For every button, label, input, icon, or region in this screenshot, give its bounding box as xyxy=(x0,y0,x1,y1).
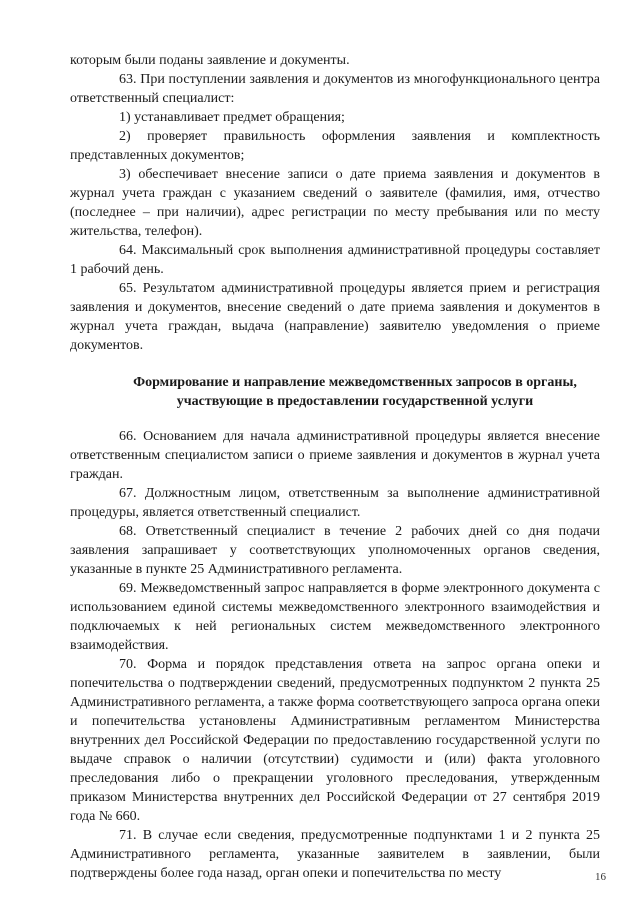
paragraph-70: 70. Форма и порядок представления ответа на запрос органа опеки и попечительства о подтверждении сведений, предусмотренных подпунктом 2 пункта 25 Административного регламента, а также форма соответствующего запроса органа опеки и попечительства установлены Административным регламентом Министерства внутренних дел Российской Федерации по предоставлению государственной услуги по выдаче справок о наличии (отсутствии) судимости и (или) факта уголовного преследования либо о прекращении уголовного преследования, утвержденным приказом Министерства внутренних дел Российской Федерации от 27 сентября 2019 года № 660. xyxy=(70,657,600,824)
document-body xyxy=(70,51,600,883)
paragraph-69: 69. Межведомственный запрос направляется в форме электронного документа с использованием единой системы межведомственного электронного взаимодействия и подключаемых к ней региональных систем межведомственного электронного взаимодействия. xyxy=(70,581,600,653)
paragraph-63-item-3: 3) обеспечивает внесение записи о дате приема заявления и документов в журнал учета граждан с указанием сведений о заявителе (фамилия, имя, отчество (последнее – при наличии), адрес регистрации по месту пребывания или по месту жительства, телефон). xyxy=(70,167,600,239)
paragraph-63: 63. При поступлении заявления и документов из многофункционального центра ответственный специалист: xyxy=(70,72,600,106)
paragraph-71: 71. В случае если сведения, предусмотренные подпунктами 1 и 2 пункта 25 Административного регламента, указанные заявителем в заявлении, были подтверждены более года назад, орган опеки и попечительства по месту xyxy=(70,828,600,881)
paragraph-63-item-1: 1) устанавливает предмет обращения; xyxy=(119,110,345,125)
paragraph-65: 65. Результатом административной процедуры является прием и регистрация заявления и документов, внесение сведений о дате приема заявления и документов в журнал учета граждан, выдача (направление) заявителю уведомления о приеме документов. xyxy=(70,281,600,353)
paragraph-continuation: которым были поданы заявление и документы. xyxy=(70,53,350,68)
page-number: 16 xyxy=(595,871,606,883)
paragraph-68: 68. Ответственный специалист в течение 2 рабочих дней со дня подачи заявления запрашивает у соответствующих уполномоченных органов сведения, указанные в пункте 25 Административного регламента. xyxy=(70,524,600,577)
paragraph-64: 64. Максимальный срок выполнения административной процедуры составляет 1 рабочий день. xyxy=(70,243,600,277)
paragraph-66: 66. Основанием для начала административной процедуры является внесение ответственным специалистом записи о приеме заявления и документов в журнал учета граждан. xyxy=(70,429,600,482)
paragraph-67: 67. Должностным лицом, ответственным за выполнение административной процедуры, является ответственный специалист. xyxy=(70,486,600,520)
paragraph-63-item-2: 2) проверяет правильность оформления заявления и комплектность представленных документов; xyxy=(70,129,600,163)
section-heading: Формирование и направление межведомственных запросов в органы, участвующие в предоставлении государственной услуги xyxy=(133,375,577,409)
